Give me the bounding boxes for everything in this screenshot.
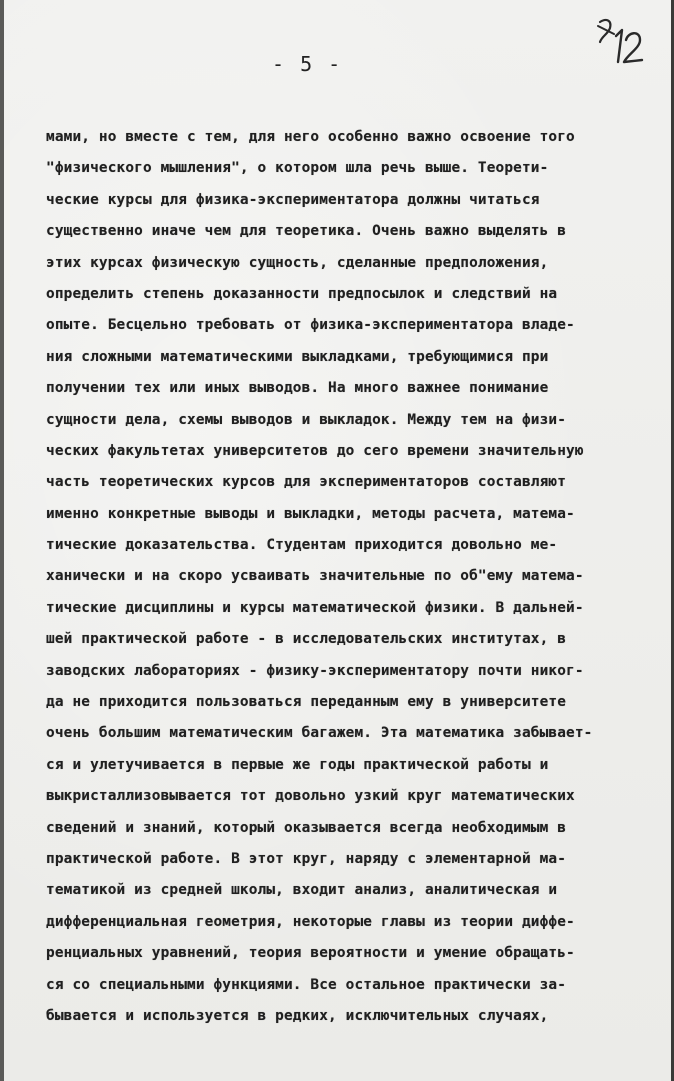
- text-line: дифференциальная геометрия, некоторые главы из теории диффе-: [46, 913, 575, 930]
- text-line: опыте. Бесцельно требовать от физика-экспериментатора владе-: [46, 317, 575, 334]
- text-line: получении тех или иных выводов. На много важнее понимание: [46, 380, 549, 397]
- text-line: бывается и используется в редких, исключительных случаях,: [46, 1007, 549, 1024]
- page-number: - 5 -: [272, 52, 343, 76]
- text-line: тематикой из средней школы, входит анализ, аналитическая и: [46, 882, 558, 899]
- text-line: сущности дела, схемы выводов и выкладок. Между тем на физи-: [46, 411, 567, 428]
- handwritten-archive-number: [592, 12, 652, 70]
- text-line: шей практической работе - в исследовательских институтах, в: [46, 631, 567, 648]
- text-line: ния сложными математическими выкладками, требующимися при: [46, 348, 549, 365]
- text-line: практической работе. В этот круг, наряду с элементарной ма-: [46, 850, 567, 867]
- text-line: тические дисциплины и курсы математической физики. В дальней-: [46, 599, 584, 616]
- text-line: ся со специальными функциями. Все остальное практически за-: [46, 976, 567, 993]
- text-line: существенно иначе чем для теоретика. Очень важно выделять в: [46, 223, 567, 240]
- text-line: часть теоретических курсов для экспериментаторов составляют: [46, 474, 567, 491]
- text-line: сведений и знаний, который оказывается всегда необходимым в: [46, 819, 567, 836]
- scan-edge-left: [0, 0, 4, 1081]
- text-line: определить степень доказанности предпосылок и следствий на: [46, 285, 558, 302]
- text-line: ся и улетучивается в первые же годы практической работы и: [46, 756, 549, 773]
- text-line: ческие курсы для физика-экспериментатора должны читаться: [46, 191, 540, 208]
- body-text: [46, 122, 646, 1032]
- text-line: очень большим математическим багажем. Эта математика забывает-: [46, 725, 593, 742]
- text-line: заводских лабораториях - физику-экспериментатору почти никог-: [46, 662, 584, 679]
- text-line: выкристаллизовывается тот довольно узкий круг математических: [46, 788, 575, 805]
- text-line: именно конкретные выводы и выкладки, методы расчета, матема-: [46, 505, 575, 522]
- text-line: ренциальных уравнений, теория вероятности и умение обращать-: [46, 945, 575, 962]
- text-line: "физического мышления", о котором шла речь выше. Теорети-: [46, 160, 549, 177]
- text-line: ханически и на скоро усваивать значительные по об"ему матема-: [46, 568, 584, 585]
- text-line: мами, но вместе с тем, для него особенно важно освоение того: [46, 129, 575, 145]
- text-line: тические доказательства. Студентам приходится довольно ме-: [46, 537, 558, 554]
- text-line: этих курсах физическую сущность, сделанные предположения,: [46, 254, 549, 271]
- text-line: ческих факультетах университетов до сего времени значительную: [46, 442, 584, 459]
- handwritten-mark-icon: [592, 12, 652, 70]
- text-line: да не приходится пользоваться переданным ему в университете: [46, 694, 567, 711]
